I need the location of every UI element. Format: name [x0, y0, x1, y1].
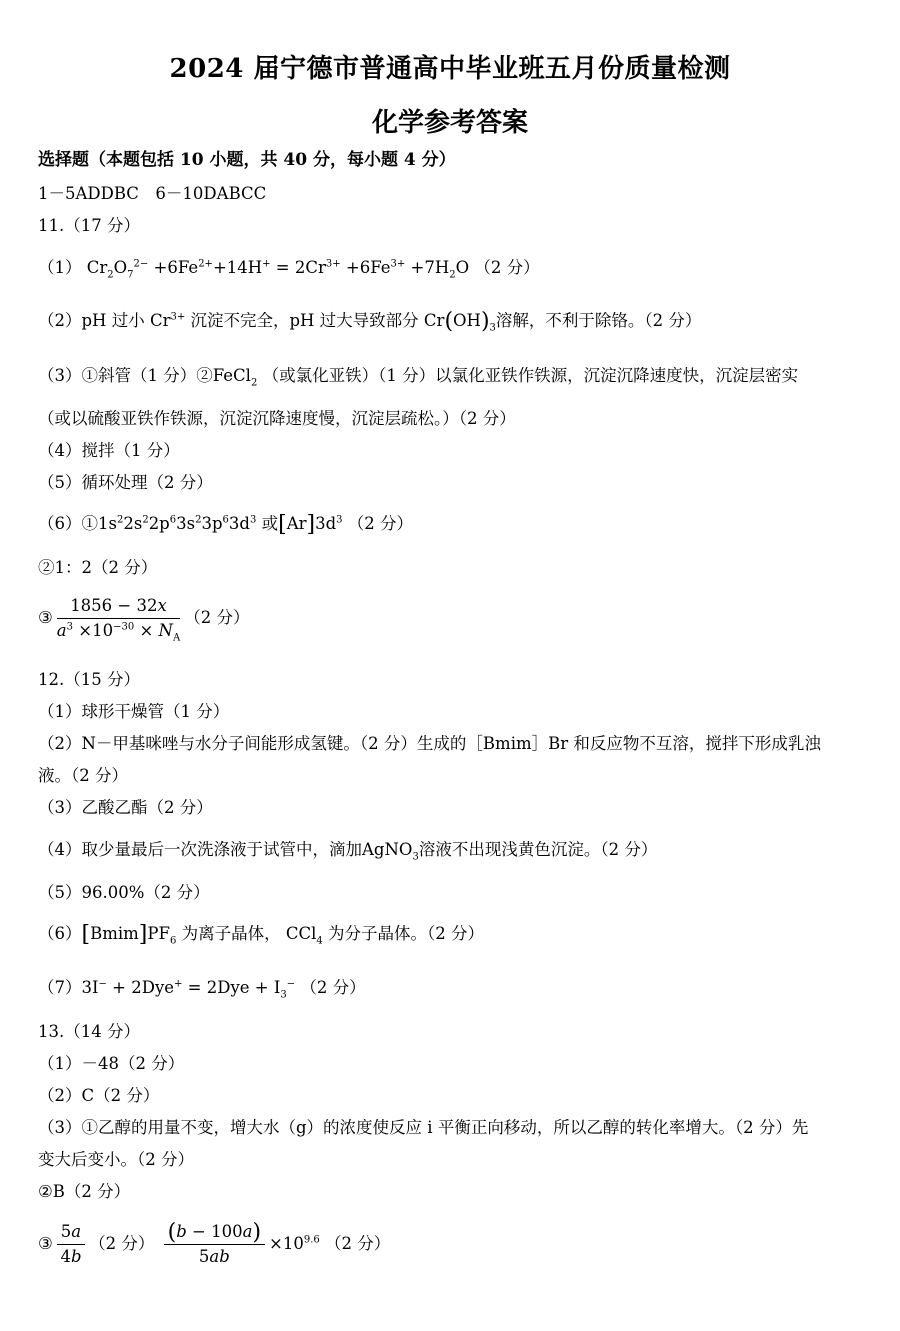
q11-part1: （1） $Cr_2O_7^{2-} +6Fe^{2+}+14H^+ = 2Cr^{3+} +6Fe^{3+} +7H_2O$ （2 分）: [38, 258, 540, 281]
q12-part5: （5）96.00%（2 分）: [38, 883, 210, 902]
section-heading: 选择题（本题包括 10 小题，共 40 分，每小题 4 分）: [38, 150, 456, 170]
q12-part2: （2）N－甲基咪唑与水分子间能形成氢键。（2 分）生成的［Bmim］Br 和反应物不互溶，搅拌下形成乳浊: [38, 734, 821, 753]
page-title: 2024 届宁德市普通高中毕业班五月份质量检测: [169, 54, 731, 84]
q12-heading: 12.（15 分）: [38, 670, 140, 689]
q12-part1: （1）球形干燥管（1 分）: [38, 702, 230, 721]
q13-part1: （1）－48（2 分）: [38, 1054, 185, 1073]
k-fraction: $\frac{(b - 100a)}{5ab}$: [164, 1222, 265, 1267]
q11-heading: 11.（17 分）: [38, 216, 140, 235]
q13-part3: （3）①乙醇的用量不变，增大水（g）的浓度使反应 i 平衡正向移动，所以乙醇的转化率增大。（2 分）先: [38, 1118, 809, 1137]
ratio-fraction: $\frac{5a}{4b}$: [57, 1222, 85, 1267]
q13-part3-cont: 变大后变小。（2 分）: [38, 1150, 194, 1169]
q11-part5: （5）循环处理（2 分）: [38, 473, 213, 492]
q13-part3-3: ③ $\frac{5a}{4b}$ （2 分） $\frac{(b - 100a)}{5ab}$ $\times 10^{9.6}$ （2 分）: [38, 1220, 391, 1266]
q11-part6-2: ②1：2（2 分）: [38, 558, 158, 577]
page-subtitle: 化学参考答案: [371, 108, 528, 138]
density-fraction: $\frac{1856 - 32x}{a^3 \times 10^{-30} \times N_A}$: [56, 596, 181, 644]
q12-part4: （4）取少量最后一次洗涤液于试管中，滴加AgNO$_3$溶液不出现浅黄色沉淀。（2 分）: [38, 840, 658, 863]
q11-part2: （2）pH 过小 $Cr^{3+}$ 沉淀不完全，pH 过大导致部分 $Cr(OH)_3$溶解，不利于除铬。（2 分）: [38, 309, 702, 334]
q11-part6-3: ③ $\frac{1856 - 32x}{a^3 \times 10^{-30} \times N_A}$ （2 分）: [38, 596, 250, 644]
q12-part6: $(6)[Bmim]PF_6$ 为离子晶体， CCl$_4$ 为分子晶体。（2 分）: [38, 922, 484, 947]
q11-equation: $Cr_2O_7^{2-} +6Fe^{2+}+14H^+ = 2Cr^{3+} +6Fe^{3+} +7H_2O$: [86, 258, 470, 281]
q13-part3-2: ②B（2 分）: [38, 1182, 131, 1201]
q12-part7: $(7)3I^- + 2Dye^+ = 2Dye + I_3^-$ （2 分）: [38, 978, 366, 1001]
q11-part3: （3）①斜管（1 分）②FeCl$_2$ （或氯化亚铁）（1 分）以氯化亚铁作铁源，沉淀沉降速度快，沉淀层密实: [38, 366, 799, 389]
q11-part6: $(6)①1s^22s^22p^63s^23p^63d^3$ 或$[Ar]3d^3$ （2 分）: [38, 512, 414, 537]
q11-part3-cont: （或以硫酸亚铁作铁源，沉淀沉降速度慢，沉淀层疏松。）（2 分）: [38, 409, 516, 428]
q12-part2-cont: 液。（2 分）: [38, 766, 128, 785]
q13-part2: （2）C（2 分）: [38, 1086, 160, 1105]
mc-answers: 1－5ADDBC 6－10DABCC: [38, 184, 267, 203]
q12-part3: （3）乙酸乙酯（2 分）: [38, 798, 213, 817]
q13-heading: 13.（14 分）: [38, 1022, 140, 1041]
q11-part4: （4）搅拌（1 分）: [38, 441, 180, 460]
